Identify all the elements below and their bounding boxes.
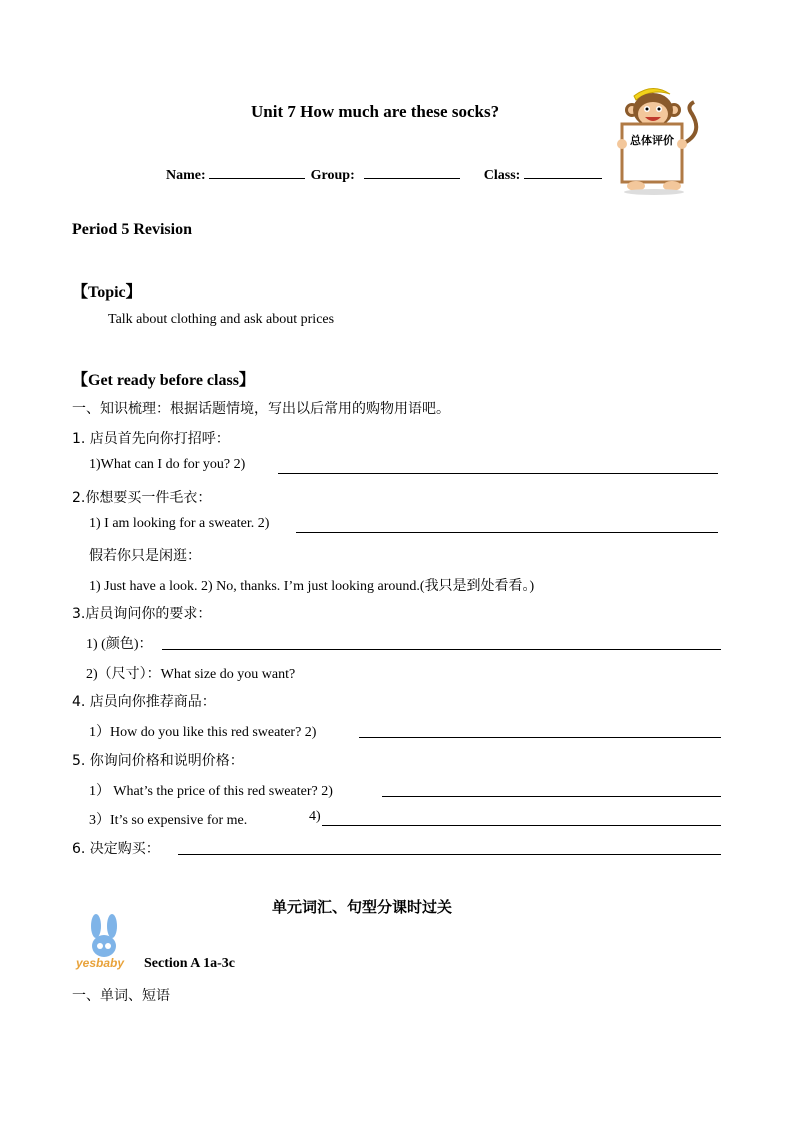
vocab-heading: 一、单词、短语 — [72, 988, 170, 1004]
student-info-row — [166, 164, 602, 184]
q5-line2a: 3）It’s so expensive for me. — [89, 813, 248, 828]
group-label: Group: — [310, 168, 355, 183]
q2-answer-2[interactable] — [296, 532, 718, 533]
class-label: Class: — [483, 168, 521, 183]
q3-line1: 1) (颜色)： — [86, 637, 153, 652]
monkey-evaluation-badge — [612, 84, 702, 196]
period-heading: Period 5 Revision — [72, 221, 192, 238]
q1-label: 1. 店员首先向你打招呼： — [72, 431, 230, 447]
class-field[interactable] — [524, 164, 602, 179]
intro-text: 一、知识梳理：根据话题情境，写出以后常用的购物用语吧。 — [72, 401, 450, 417]
name-field[interactable] — [209, 164, 305, 179]
q4-line1: 1）How do you like this red sweater? 2) — [89, 725, 317, 740]
q2-sub-label: 假若你只是闲逛： — [89, 548, 201, 564]
q1-answer-2[interactable] — [278, 473, 718, 474]
section-title: 单元词汇、句型分课时过关 — [272, 898, 453, 916]
badge-text: 总体评价 — [630, 134, 674, 147]
q3-answer-color[interactable] — [162, 649, 721, 650]
q2-line2: 1) Just have a look. 2) No, thanks. I’m just looking around.(我只是到处看看。) — [89, 579, 535, 594]
topic-text: Talk about clothing and ask about prices — [108, 312, 335, 327]
q5-line1: 1） What’s the price of this red sweater? 2) — [89, 784, 333, 799]
get-ready-heading: 【Get ready before class】 — [72, 372, 255, 389]
q2-label: 2.你想要买一件毛衣： — [72, 490, 212, 506]
q3-label: 3.店员询问你的要求： — [72, 606, 212, 622]
q4-label: 4. 店员向你推荐商品： — [72, 694, 216, 710]
q5-answer-2[interactable] — [382, 796, 721, 797]
group-field[interactable] — [364, 164, 460, 179]
q2-line1: 1) I am looking for a sweater. 2) — [89, 516, 270, 531]
q5-answer-4[interactable] — [322, 825, 721, 826]
logo-text: yesbaby — [76, 956, 125, 970]
q4-answer-2[interactable] — [359, 737, 721, 738]
name-label: Name: — [166, 168, 206, 183]
topic-heading: 【Topic】 — [72, 284, 142, 301]
q1-line1: 1)What can I do for you? 2) — [89, 457, 246, 472]
q5-label: 5. 你询问价格和说明价格： — [72, 753, 244, 769]
section-a-heading: Section A 1a-3c — [144, 956, 235, 971]
q3-line2: 2)（尺寸）：What size do you want? — [86, 667, 296, 682]
yesbaby-logo — [74, 914, 134, 972]
bunny-icon — [74, 914, 134, 958]
q6-answer[interactable] — [178, 854, 721, 855]
q5-line2b: 4) — [309, 809, 321, 824]
q6-label: 6. 决定购买： — [72, 841, 160, 857]
page-title: Unit 7 How much are these socks? — [251, 102, 500, 121]
